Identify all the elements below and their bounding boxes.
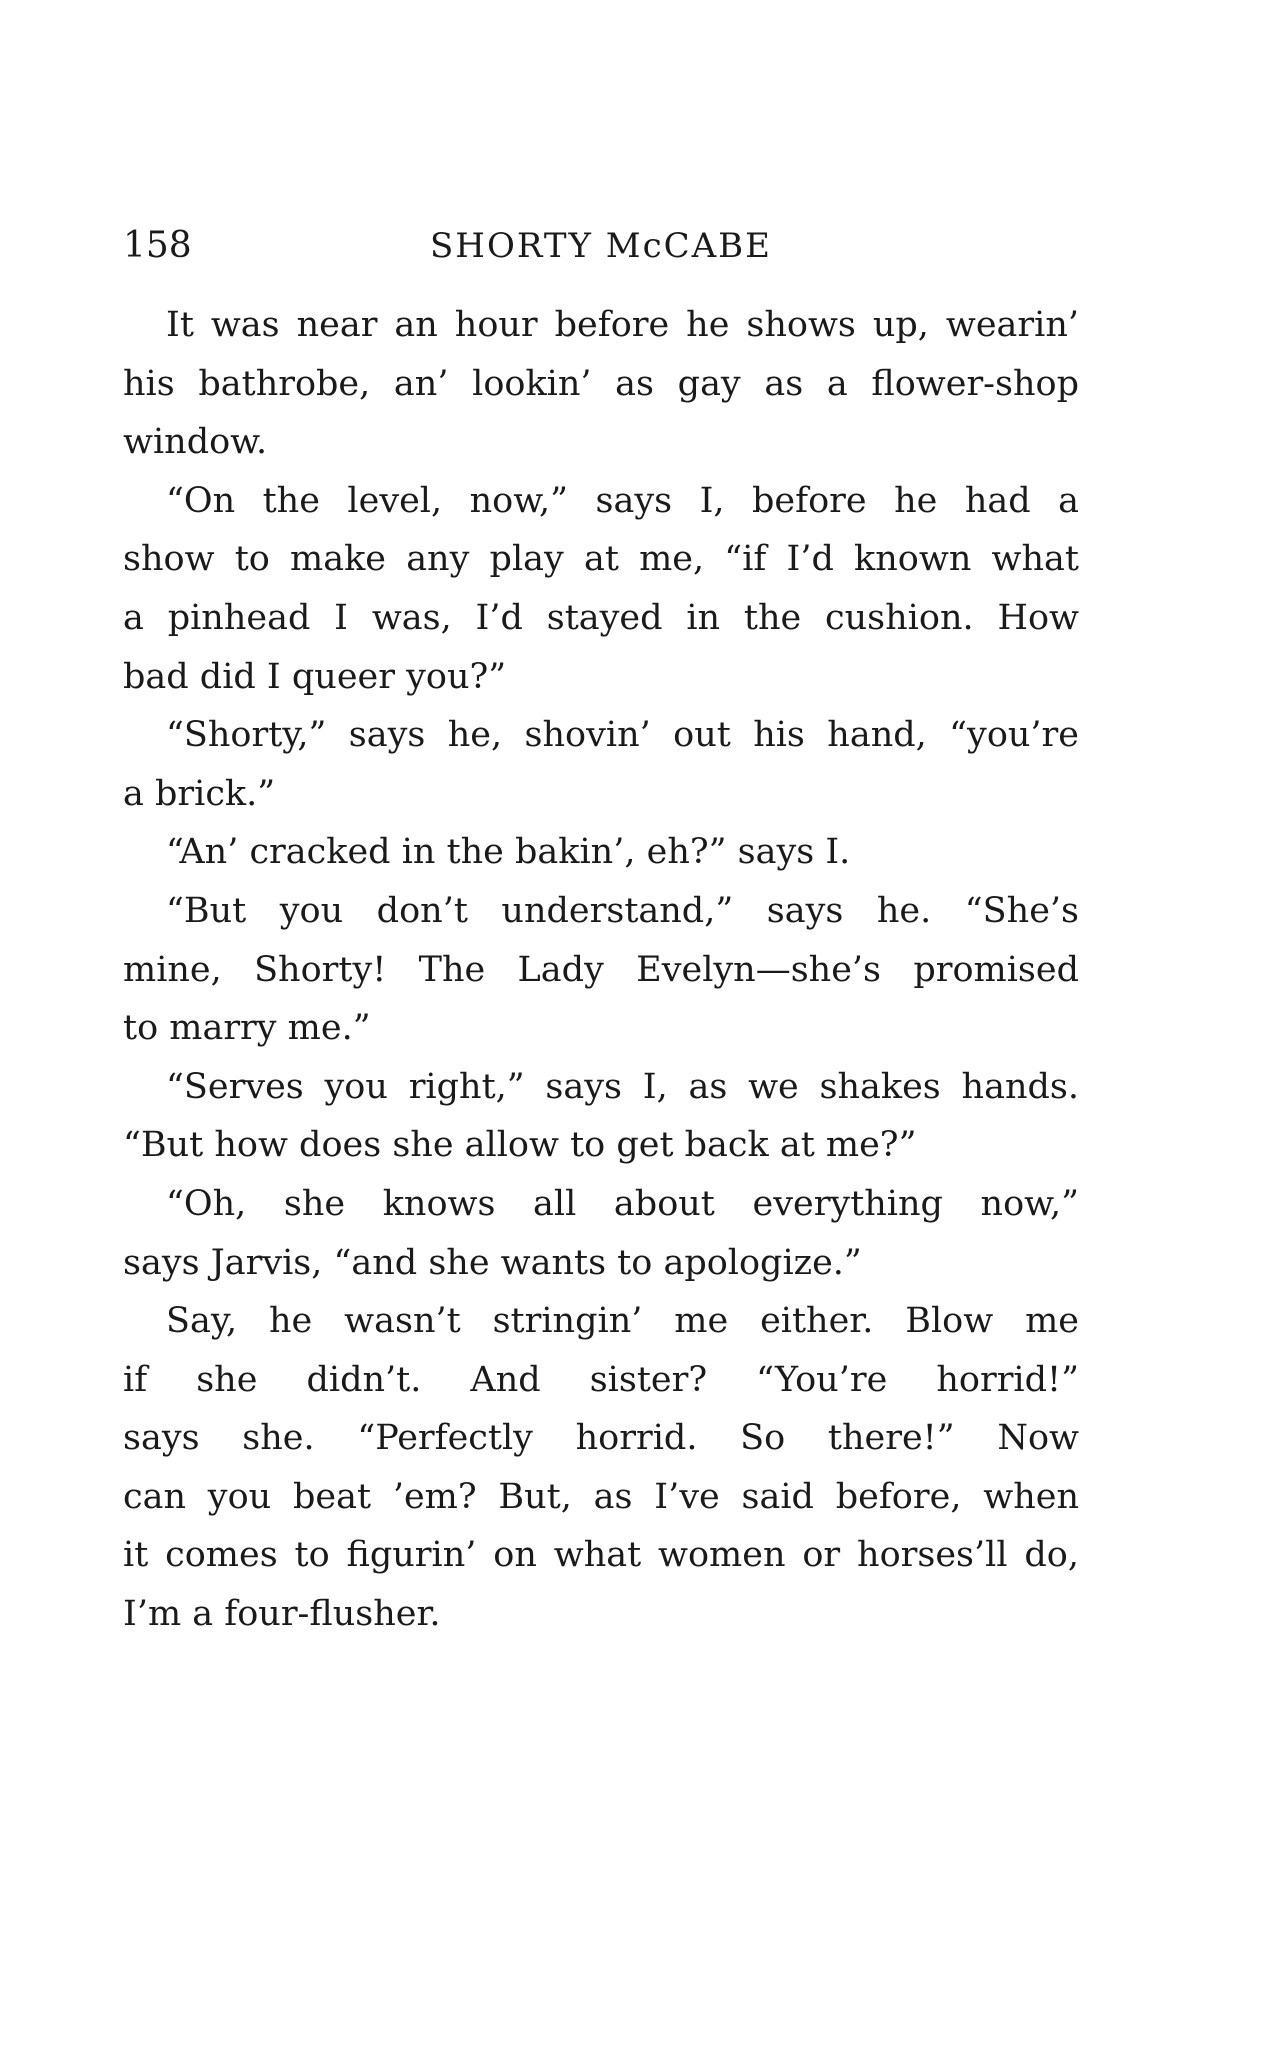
text-line: it comes to figurin’ on what women or horses’ll do, [123, 1535, 1079, 1576]
text-line: “But you don’t understand,” says he. “She’s [166, 890, 1079, 931]
text-line: window. [123, 422, 268, 463]
text-line: show to make any play at me, “if I’d known what [123, 539, 1079, 580]
text-line: says she. “Perfectly horrid. So there!” Now [123, 1418, 1079, 1459]
text-line: bad did I queer you?” [123, 656, 507, 697]
text-line: says Jarvis, “and she wants to apologize.” [123, 1242, 862, 1283]
running-head [123, 218, 1079, 274]
body-text [123, 296, 1079, 1644]
text-line: I’m a four-flusher. [123, 1594, 441, 1635]
text-line: to marry me.” [123, 1008, 371, 1049]
text-line: a brick.” [123, 773, 276, 814]
text-line: his bathrobe, an’ lookin’ as gay as a flower-shop [123, 363, 1079, 404]
text-line: if she didn’t. And sister? “You’re horrid!” [123, 1359, 1079, 1400]
text-line: “An’ cracked in the bakin’, eh?” says I. [166, 832, 851, 873]
text-line: “Shorty,” says he, shovin’ out his hand, “you’re [166, 715, 1079, 756]
text-line: It was near an hour before he shows up, wearin’ [166, 305, 1079, 345]
text-line: “On the level, now,” says I, before he had a [166, 480, 1079, 521]
text-line: a pinhead I was, I’d stayed in the cushion. How [123, 597, 1079, 638]
text-line: mine, Shorty! The Lady Evelyn—she’s promised [123, 949, 1079, 990]
text-line: “Oh, she knows all about everything now,” [166, 1183, 1079, 1224]
text-line: “Serves you right,” says I, as we shakes hands. [166, 1066, 1079, 1107]
text-line: Say, he wasn’t stringin’ me either. Blow me [166, 1301, 1079, 1342]
page-number: 158 [123, 225, 192, 266]
text-line: “But how does she allow to get back at me?” [123, 1125, 917, 1166]
text-line: can you beat ’em? But, as I’ve said before, when [123, 1476, 1079, 1517]
header-title: SHORTY McCABE [430, 226, 772, 266]
